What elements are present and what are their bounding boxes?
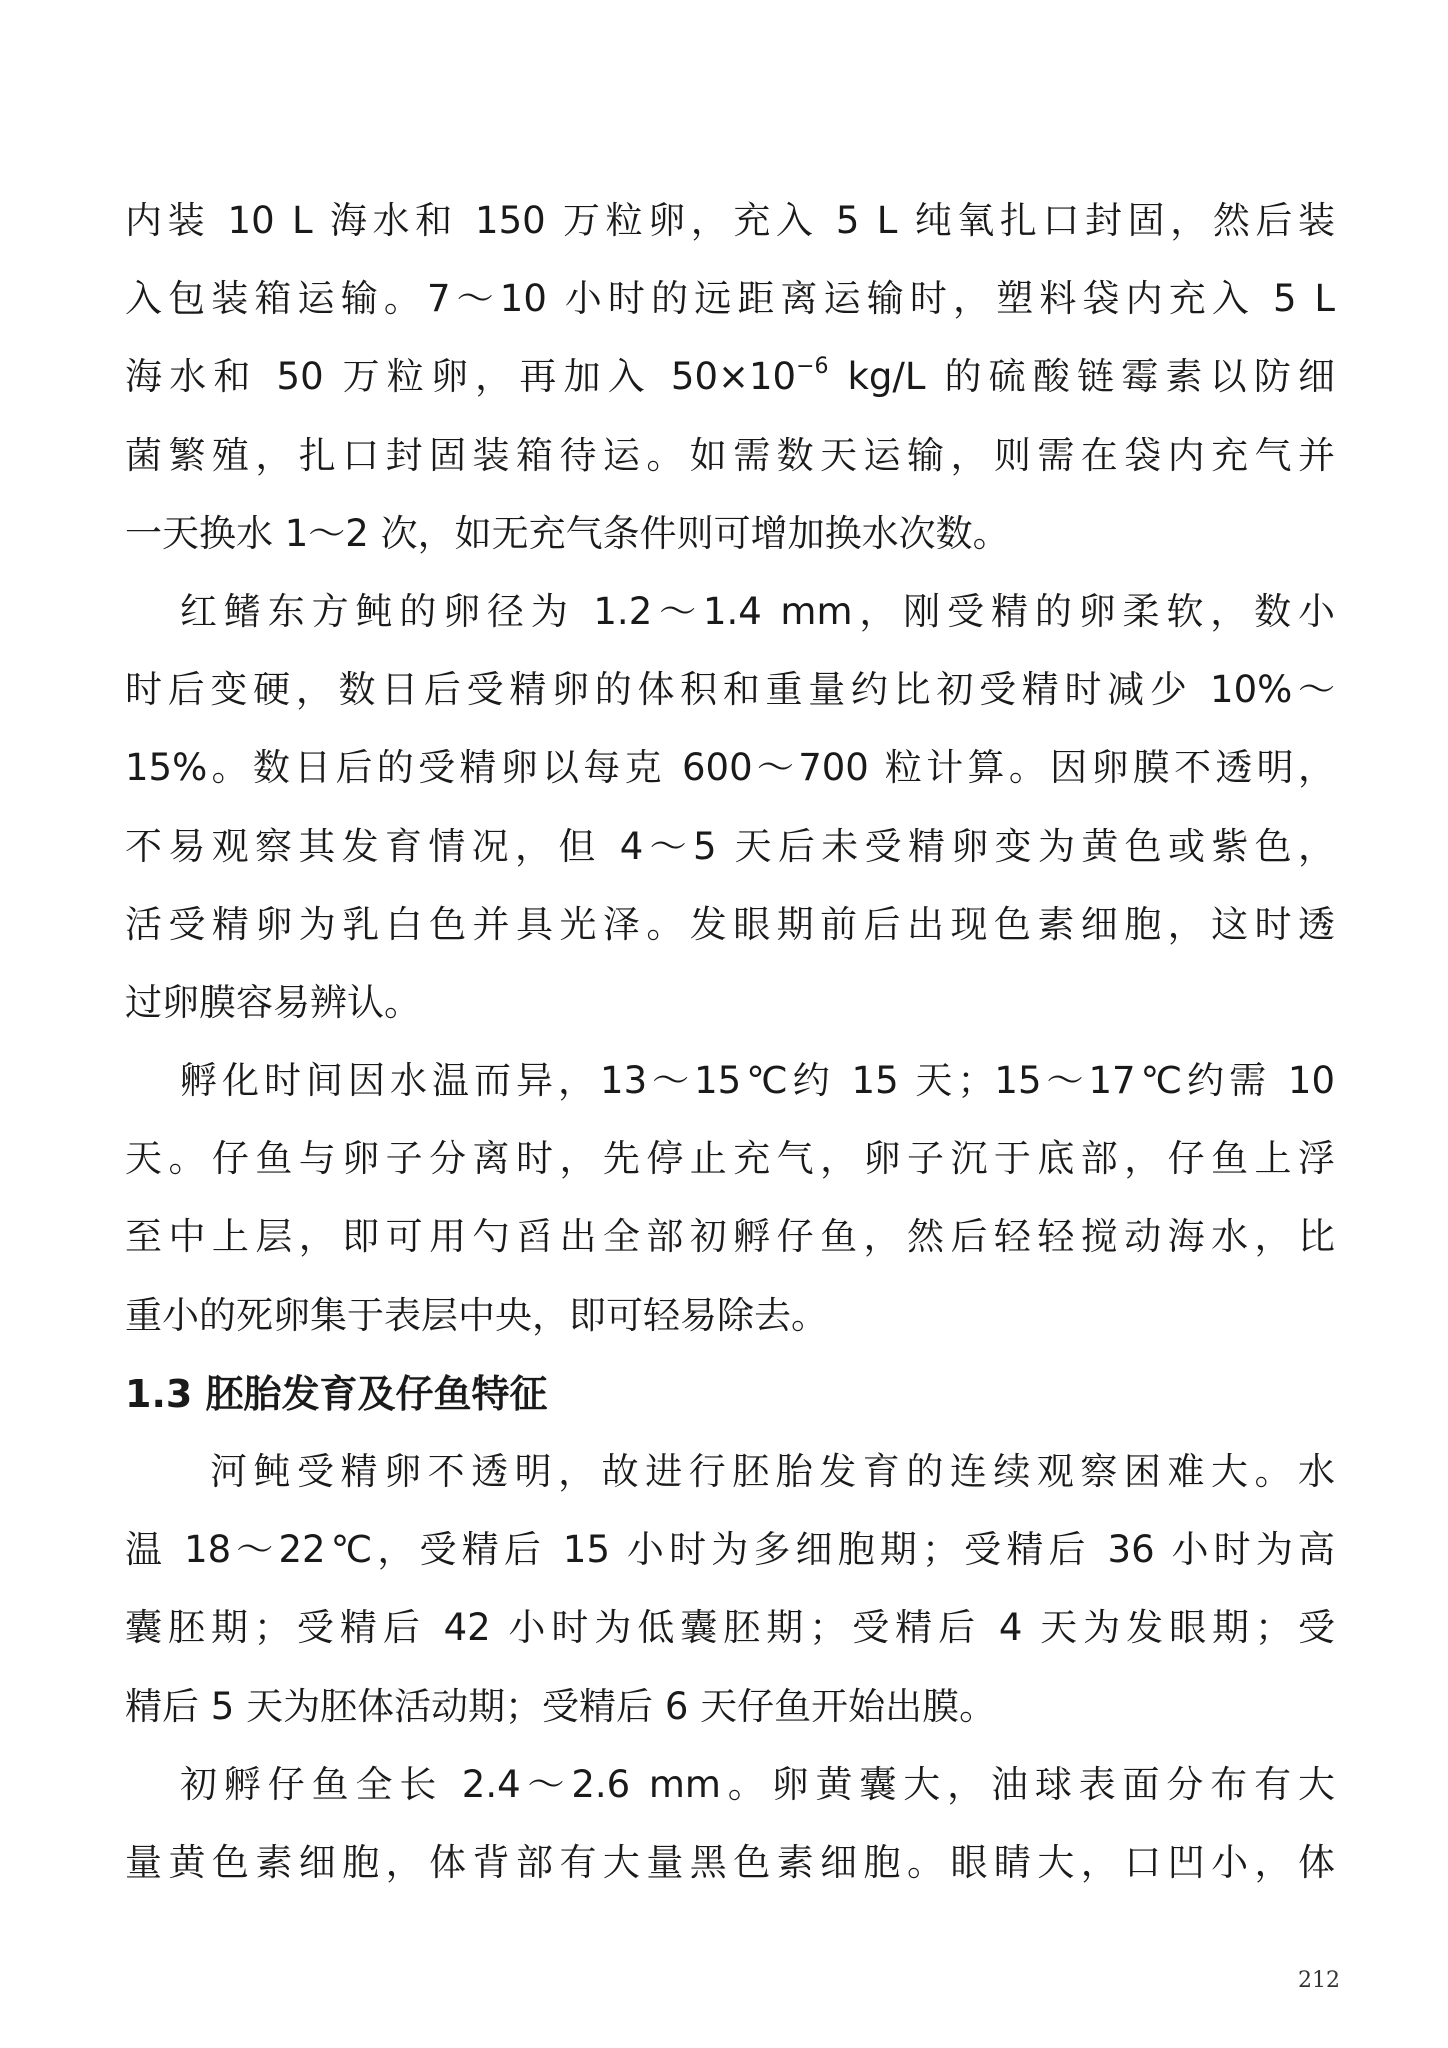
section-heading: 1.3 胚胎发育及仔鱼特征 (125, 1371, 548, 1416)
paragraph-start-line: 孵化时间因水温而异，13～15℃约 15 天；15～17℃约需 10 (180, 1059, 1335, 1103)
text-segment: 海水和 50 万粒卵，再加入 50×10 (125, 355, 797, 399)
superscript-exponent: −6 (796, 354, 829, 380)
paragraph-start-line: 初孵仔鱼全长 2.4～2.6 mm。卵黄囊大，油球表面分布有大 (180, 1762, 1335, 1806)
text-line: 量黄色素细胞，体背部有大量黑色素细胞。眼睛大，口凹小，体 (125, 1840, 1335, 1884)
text-line: 温 18～22℃，受精后 15 小时为多细胞期；受精后 36 小时为高 (125, 1528, 1335, 1572)
text-line: 15%。数日后的受精卵以每克 600～700 粒计算。因卵膜不透明， (125, 746, 1335, 790)
text-line: 重小的死卵集于表层中央，即可轻易除去。 (125, 1293, 828, 1337)
text-line: 不易观察其发育情况，但 4～5 天后未受精卵变为黄色或紫色， (125, 824, 1335, 868)
body-text (125, 182, 1335, 1902)
text-line: 时后变硬，数日后受精卵的体积和重量约比初受精时减少 10%～ (125, 668, 1335, 712)
page-number: 212 (1298, 1968, 1340, 1993)
paragraph-start-line: 红鳍东方鲀的卵径为 1.2～1.4 mm，刚受精的卵柔软，数小 (180, 589, 1335, 633)
text-line: 精后 5 天为胚体活动期；受精后 6 天仔鱼开始出膜。 (125, 1684, 997, 1728)
text-line: 囊胚期；受精后 42 小时为低囊胚期；受精后 4 天为发眼期；受 (125, 1606, 1335, 1650)
text-line: 过卵膜容易辨认。 (125, 980, 421, 1024)
text-line (125, 338, 1335, 416)
paragraph-start-line: 河鲀受精卵不透明，故进行胚胎发育的连续观察困难大。水 (210, 1450, 1335, 1493)
text-line: 活受精卵为乳白色并具光泽。发眼期前后出现色素细胞，这时透 (125, 902, 1335, 946)
text-line: 一天换水 1～2 次，如无充气条件则可增加换水次数。 (125, 511, 1010, 555)
text-segment: kg/L 的硫酸链霉素以防细 (828, 355, 1336, 399)
text-line: 入包装箱运输。7～10 小时的远距离运输时，塑料袋内充入 5 L (125, 277, 1335, 321)
text-line: 至中上层，即可用勺舀出全部初孵仔鱼，然后轻轻搅动海水，比 (125, 1215, 1335, 1259)
text-line: 内装 10 L 海水和 150 万粒卵，充入 5 L 纯氧扎口封固，然后装 (125, 199, 1335, 242)
text-line: 天。仔鱼与卵子分离时，先停止充气，卵子沉于底部，仔鱼上浮 (125, 1137, 1335, 1181)
text-line: 菌繁殖，扎口封固装箱待运。如需数天运输，则需在袋内充气并 (125, 433, 1335, 477)
